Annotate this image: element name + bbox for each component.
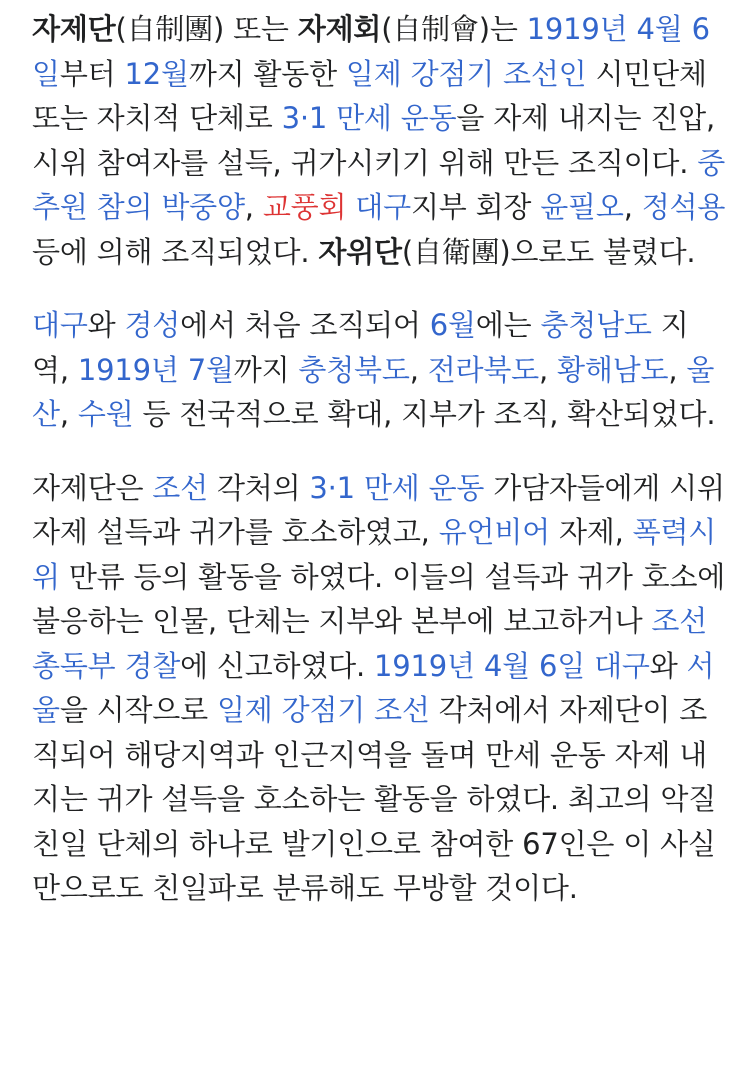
wiki-link[interactable]: 서 — [686, 648, 715, 683]
text-run: 와 — [649, 648, 687, 683]
text-line — [32, 303, 720, 348]
text-run: 까지 — [233, 352, 299, 387]
wiki-link[interactable]: 조선 — [651, 604, 708, 638]
wiki-link[interactable]: 윤필오 — [540, 190, 624, 224]
text-run — [585, 649, 594, 683]
wiki-link[interactable]: 울 — [32, 693, 60, 727]
text-run: 등 전국적으로 확대, 지부가 조직, 확산되었다. — [133, 397, 716, 431]
text-run: 등에 의해 조직되었다. — [32, 234, 319, 269]
text-line — [32, 52, 718, 97]
text-run: , — [59, 397, 78, 431]
text-run: 에 신고하였다. — [180, 648, 375, 683]
text-run: 역, — [32, 352, 78, 387]
article-body — [32, 7, 726, 940]
text-line — [32, 466, 725, 511]
wiki-link[interactable]: 유언비어 — [438, 515, 550, 549]
wiki-link[interactable]: 중 — [697, 145, 726, 180]
text-run: 지부 회장 — [410, 190, 541, 224]
text-line — [32, 141, 726, 186]
text-line — [32, 185, 726, 230]
paragraph — [32, 303, 720, 437]
wiki-link[interactable]: 황해남도 — [557, 352, 669, 387]
wiki-link[interactable]: 폭력시 — [632, 515, 717, 549]
text-run: 직되어 해당지역과 인근지역을 돌며 만세 운동 자제 내 — [32, 737, 708, 772]
text-line — [32, 348, 720, 393]
wiki-link[interactable]: 1919년 4월 6일 — [374, 648, 586, 683]
text-run: 와 — [87, 308, 125, 342]
wiki-link[interactable]: 총독부 경찰 — [32, 648, 181, 683]
text-run: 각처의 — [207, 470, 310, 505]
text-run — [152, 190, 161, 224]
wiki-link[interactable]: 3·1 만세 운동 — [309, 470, 485, 505]
text-run: , — [623, 190, 642, 224]
text-run: 또는 자치적 단체로 — [32, 101, 282, 135]
text-run: , — [668, 352, 687, 387]
wiki-link[interactable]: 전라북도 — [427, 352, 539, 387]
wiki-link[interactable]: 대구 — [355, 190, 411, 224]
text-line — [32, 777, 722, 822]
wiki-link[interactable]: 조선 — [152, 470, 208, 505]
text-run — [346, 190, 355, 224]
text-run: 자제 설득과 귀가를 호소하였고, — [32, 515, 439, 549]
wiki-link[interactable]: 박중양 — [161, 190, 245, 224]
text-run: , — [539, 352, 558, 387]
text-line — [32, 822, 722, 867]
text-line — [32, 866, 722, 911]
wiki-link[interactable]: 12월 — [124, 56, 189, 91]
text-run: , — [409, 352, 428, 387]
wiki-link[interactable]: 산 — [32, 397, 60, 431]
text-line — [32, 644, 722, 689]
text-line — [32, 688, 722, 733]
wiki-link[interactable]: 추원 참의 — [32, 190, 153, 224]
wiki-link[interactable]: 일 — [32, 56, 60, 91]
wiki-link[interactable]: 3·1 만세 운동 — [281, 101, 457, 135]
text-run: 자제, — [549, 515, 633, 549]
text-line — [32, 7, 718, 52]
text-run: 친일 단체의 하나로 발기인으로 참여한 67인은 이 사실 — [32, 826, 716, 861]
wiki-link[interactable]: 1919년 4월 6 — [526, 12, 710, 46]
wiki-link[interactable]: 경성 — [124, 308, 181, 342]
text-line — [32, 230, 718, 275]
text-run: 지는 귀가 설득을 호소하는 활동을 하였다. 최고의 악질 — [32, 782, 717, 816]
wiki-link[interactable]: 정석용 — [641, 190, 726, 224]
red-wiki-link[interactable]: 교풍회 — [262, 190, 347, 224]
text-line — [32, 733, 722, 778]
wiki-link[interactable]: 일제 강점기 조선 — [216, 693, 430, 727]
text-run: 을 시작으로 — [59, 693, 217, 727]
paragraph — [32, 466, 726, 911]
text-run: 에서 처음 조직되어 — [180, 308, 430, 342]
text-line — [32, 392, 720, 437]
text-run: 시민단체 — [586, 56, 707, 91]
wiki-link[interactable]: 충청북도 — [298, 352, 410, 387]
text-run: 가담자들에게 시위 — [484, 470, 725, 505]
wiki-link[interactable]: 충청남도 — [540, 308, 652, 342]
text-run: 시위 참여자를 설득, 귀가시키기 위해 만든 조직이다. — [32, 145, 698, 180]
bold-term: 자제회 — [297, 12, 382, 46]
text-run: 까지 활동한 — [188, 56, 346, 91]
bold-term: 자제단 — [32, 12, 116, 46]
text-run: 을 자제 내지는 진압, — [456, 101, 715, 135]
text-run: 자제단은 — [32, 470, 153, 505]
text-run: 각처에서 자제단이 조 — [429, 693, 708, 727]
text-run: 부터 — [59, 56, 125, 91]
text-run: (自制團) 또는 — [115, 12, 298, 46]
text-run: 불응하는 인물, 단체는 지부와 본부에 보고하거나 — [32, 604, 652, 638]
text-run: (自衛團)으로도 불렸다. — [401, 234, 696, 269]
bold-term: 자위단 — [318, 234, 402, 269]
text-line — [32, 510, 722, 555]
text-run: 만류 등의 활동을 하였다. 이들의 설득과 귀가 호소에 — [59, 559, 726, 594]
text-run: 지 — [651, 308, 689, 342]
wiki-link[interactable]: 위 — [32, 559, 60, 594]
text-run: 에는 — [475, 308, 541, 342]
wiki-link[interactable]: 대구 — [594, 648, 650, 683]
wiki-link[interactable]: 1919년 7월 — [77, 352, 234, 387]
wiki-link[interactable]: 대구 — [32, 308, 88, 342]
text-run: 만으로도 친일파로 분류해도 무방할 것이다. — [32, 871, 578, 905]
text-line — [32, 599, 722, 644]
text-run: , — [244, 190, 263, 224]
paragraph — [32, 7, 726, 274]
wiki-link[interactable]: 일제 강점기 조선인 — [345, 56, 587, 91]
wiki-link[interactable]: 6월 — [429, 308, 476, 342]
text-line — [32, 555, 726, 600]
text-run: (自制會)는 — [381, 12, 527, 46]
text-line — [32, 96, 718, 141]
wiki-link[interactable]: 수원 — [77, 397, 134, 431]
wiki-link[interactable]: 울 — [686, 352, 715, 387]
